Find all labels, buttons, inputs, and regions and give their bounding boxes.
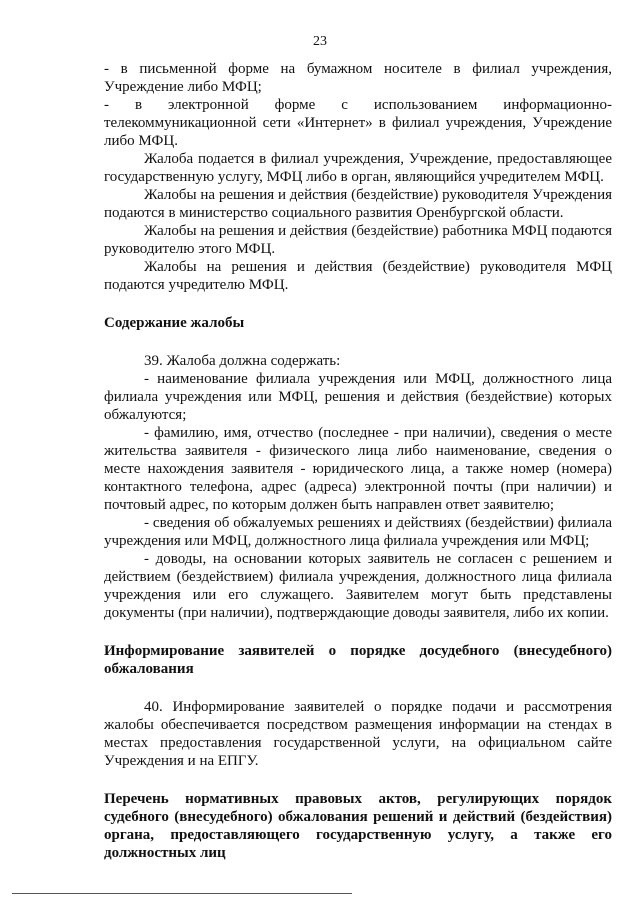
heading-informing-applicants: Информирование заявителей о порядке досудебного (внесудебного) обжалования [104,643,612,677]
document-body [104,60,612,862]
paragraph-paper-form: - в письменной форме на бумажном носителе в филиал учреждения, Учреждение либо МФЦ; [104,61,612,95]
paragraph-39-item-name: - наименование филиала учреждения или МФЦ, должностного лица филиала учреждения или МФЦ, решения и действия (бездействие) которых обжалуются; [104,371,612,423]
heading-complaint-content: Содержание жалобы [104,315,245,331]
paragraph-complaint-mfc-worker: Жалобы на решения и действия (бездействие) работника МФЦ подаются руководителю этого МФЦ. [104,223,612,257]
paragraph-complaint-filed: Жалоба подается в филиал учреждения, Учреждение, предоставляющее государственную услугу, МФЦ либо в орган, являющийся учредителем МФЦ. [104,151,612,185]
footer-rule [12,893,352,894]
paragraph-40: 40. Информирование заявителей о порядке подачи и рассмотрения жалобы обеспечивается посредством размещения информации на стендах в местах предоставления государственной услуги, на официальном сайте Учреждения и на ЕПГУ. [104,699,612,769]
paragraph-39-item-applicant: - фамилию, имя, отчество (последнее - при наличии), сведения о месте жительства заявителя - физического лица либо наименование, сведения о месте нахождения заявителя - юридического лица, а также номер (номера) контактного телефона, адрес (адреса) электронной почты (при наличии) и почтовый адрес, по которым должен быть направлен ответ заявителю; [104,425,612,513]
page-number: 23 [313,34,327,49]
paragraph-complaint-head-institution: Жалобы на решения и действия (бездействие) руководителя Учреждения подаются в министерство социального развития Оренбургской области. [104,187,612,221]
paragraph-electronic-form: - в электронной форме с использованием информационно-телекоммуникационной сети «Интернет» в филиал учреждения, Учреждение либо МФЦ. [104,97,612,149]
paragraph-39-item-decisions: - сведения об обжалуемых решениях и действиях (бездействии) филиала учреждения или МФЦ, должностного лица филиала учреждения или МФЦ; [104,515,612,549]
paragraph-39-item-arguments: - доводы, на основании которых заявитель не согласен с решением и действием (бездействием) филиала учреждения, должностного лица филиала учреждения или его служащего. Заявителем могут быть представлены документы (при наличии), подтверждающие доводы заявителя, либо их копии. [104,551,612,621]
heading-legal-acts-list: Перечень нормативных правовых актов, регулирующих порядок судебного (внесудебного) обжалования решений и действий (бездействия) органа, предоставляющего государственную услугу, а также его должностных лиц [104,791,612,861]
paragraph-39-intro: 39. Жалоба должна содержать: [144,353,341,369]
paragraph-complaint-mfc-head: Жалобы на решения и действия (бездействие) руководителя МФЦ подаются учредителю МФЦ. [104,259,612,293]
